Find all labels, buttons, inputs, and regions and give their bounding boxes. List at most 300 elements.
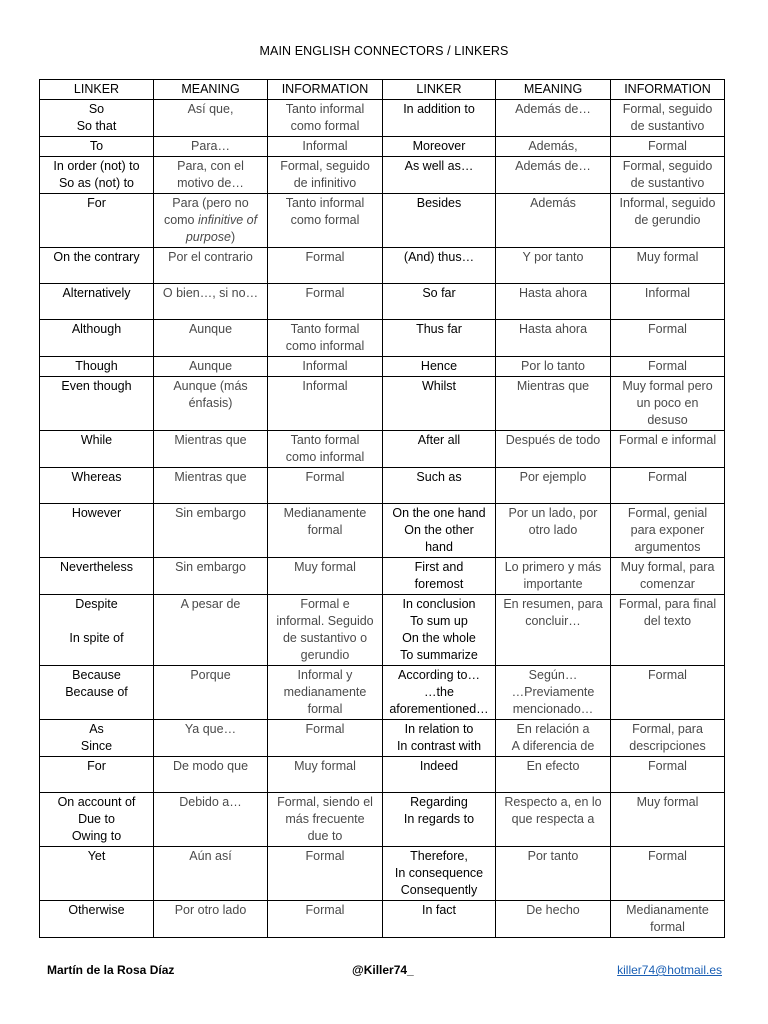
cell-linker xyxy=(40,757,154,793)
cell-line: importante xyxy=(523,577,583,591)
cell-line: Por un lado, por xyxy=(508,506,598,520)
cell-line: informal. Seguido xyxy=(276,614,374,628)
cell-meaning xyxy=(496,720,611,757)
connectors-table xyxy=(39,79,725,938)
cell-line: Aunque xyxy=(188,322,233,336)
cell-line: énfasis) xyxy=(188,396,233,410)
cell-line: Formal xyxy=(648,322,687,336)
cell-line: de sustantivo xyxy=(630,176,705,190)
header-meaning: MEANING xyxy=(154,80,268,100)
cell-line: While xyxy=(80,433,113,447)
cell-meaning xyxy=(154,595,268,666)
cell-line: otro lado xyxy=(528,523,578,537)
table-row xyxy=(40,377,725,431)
cell-information xyxy=(268,377,383,431)
cell-line: Informal xyxy=(302,139,348,153)
cell-line: Such as xyxy=(416,470,462,484)
table-row xyxy=(40,100,725,137)
cell-line: Aunque xyxy=(188,359,233,373)
cell-meaning xyxy=(154,504,268,558)
cell-information xyxy=(611,137,725,157)
cell-line: Whilst xyxy=(421,379,457,393)
cell-meaning xyxy=(496,847,611,901)
cell-linker xyxy=(40,157,154,194)
table-row xyxy=(40,320,725,357)
cell-information xyxy=(268,431,383,468)
cell-line: However xyxy=(71,506,122,520)
cell-line: Formal xyxy=(305,286,345,300)
cell-line: En resumen, para xyxy=(503,597,603,611)
cell-line: In spite of xyxy=(69,631,124,645)
cell-meaning xyxy=(496,137,611,157)
cell-line: Informal xyxy=(302,359,348,373)
cell-line: As well as… xyxy=(404,159,474,173)
cell-information xyxy=(268,757,383,793)
cell-information xyxy=(268,137,383,157)
cell-line: Alternatively xyxy=(62,286,131,300)
cell-linker xyxy=(40,137,154,157)
table-row xyxy=(40,468,725,504)
cell-line: Otherwise xyxy=(68,903,125,917)
cell-information xyxy=(268,357,383,377)
cell-line: Formal xyxy=(648,470,687,484)
cell-information xyxy=(611,377,725,431)
cell-information xyxy=(611,431,725,468)
cell-line xyxy=(156,229,265,246)
cell-line: Por ejemplo xyxy=(519,470,587,484)
cell-line: Since xyxy=(80,739,113,753)
page-title: MAIN ENGLISH CONNECTORS / LINKERS xyxy=(259,44,509,58)
cell-information xyxy=(268,320,383,357)
cell-meaning xyxy=(496,595,611,666)
cell-line: aforementioned… xyxy=(389,702,489,716)
cell-linker xyxy=(40,793,154,847)
cell-line: mencionado… xyxy=(512,702,594,716)
cell-information xyxy=(611,720,725,757)
cell-meaning xyxy=(154,757,268,793)
header-meaning: MEANING xyxy=(496,80,611,100)
cell-meaning xyxy=(154,284,268,320)
cell-line: Y por tanto xyxy=(522,250,584,264)
cell-linker xyxy=(40,847,154,901)
cell-information xyxy=(611,793,725,847)
cell-linker xyxy=(383,137,496,157)
cell-line: …Previamente xyxy=(511,685,595,699)
cell-information xyxy=(611,100,725,137)
cell-fragment-italic: infinitive of xyxy=(197,213,258,227)
cell-meaning xyxy=(154,357,268,377)
cell-linker xyxy=(383,284,496,320)
cell-line: del texto xyxy=(643,614,692,628)
cell-linker xyxy=(40,357,154,377)
cell-line: Formal, seguido xyxy=(622,102,713,116)
cell-information xyxy=(611,284,725,320)
cell-line: Para, con el xyxy=(177,159,244,173)
cell-information xyxy=(611,558,725,595)
cell-linker xyxy=(383,320,496,357)
footer-author: Martín de la Rosa Díaz xyxy=(47,963,175,977)
cell-line: formal xyxy=(650,920,685,934)
cell-meaning xyxy=(154,431,268,468)
cell-line: Muy formal xyxy=(294,560,356,574)
cell-meaning xyxy=(496,357,611,377)
cell-line: Medianamente xyxy=(283,506,367,520)
cell-line: para exponer xyxy=(630,523,705,537)
cell-line: hand xyxy=(425,540,453,554)
cell-information xyxy=(268,901,383,938)
cell-meaning xyxy=(154,666,268,720)
cell-line: Even though xyxy=(61,379,132,393)
cell-line: Though xyxy=(75,359,118,373)
cell-line: For xyxy=(87,196,106,210)
cell-information xyxy=(268,666,383,720)
cell-meaning xyxy=(154,194,268,248)
cell-line: de sustantivo o xyxy=(282,631,368,645)
cell-information xyxy=(611,901,725,938)
header-information: INFORMATION xyxy=(268,80,383,100)
cell-linker xyxy=(40,720,154,757)
cell-linker xyxy=(40,377,154,431)
cell-information xyxy=(611,847,725,901)
cell-meaning xyxy=(154,248,268,284)
cell-meaning xyxy=(154,901,268,938)
cell-line: Moreover xyxy=(412,139,466,153)
cell-line: Aún así xyxy=(189,849,232,863)
cell-meaning xyxy=(154,137,268,157)
cell-line: Después de todo xyxy=(505,433,601,447)
cell-information xyxy=(268,595,383,666)
footer-handle: @Killer74_ xyxy=(352,963,414,977)
footer-email-link[interactable]: killer74@hotmail.es xyxy=(617,963,722,977)
cell-linker xyxy=(40,901,154,938)
cell-linker xyxy=(383,595,496,666)
cell-line: Tanto informal xyxy=(285,196,365,210)
cell-line: Por el contrario xyxy=(168,250,253,264)
cell-meaning xyxy=(496,757,611,793)
cell-information xyxy=(268,558,383,595)
cell-line: de sustantivo xyxy=(630,119,705,133)
cell-linker xyxy=(383,468,496,504)
cell-line: Formal xyxy=(648,359,687,373)
cell-line: Formal, siendo el xyxy=(277,795,373,809)
cell-line: On the one hand xyxy=(392,506,486,520)
cell-line: Formal xyxy=(305,903,345,917)
cell-line: medianamente xyxy=(283,685,367,699)
cell-line: So far xyxy=(422,286,456,300)
cell-line: Indeed xyxy=(419,759,459,773)
cell-meaning xyxy=(154,320,268,357)
cell-information xyxy=(611,595,725,666)
cell-line: According to… xyxy=(398,668,480,682)
cell-meaning xyxy=(154,847,268,901)
cell-linker xyxy=(383,793,496,847)
cell-line: So xyxy=(88,102,105,116)
cell-line: como formal xyxy=(290,213,360,227)
cell-meaning xyxy=(496,194,611,248)
cell-line: Por tanto xyxy=(527,849,579,863)
cell-meaning xyxy=(496,431,611,468)
cell-line: Regarding xyxy=(410,795,468,809)
table-row xyxy=(40,757,725,793)
cell-line: Mientras que xyxy=(174,433,247,447)
cell-line: (And) thus… xyxy=(403,250,475,264)
cell-line: Informal, seguido xyxy=(619,196,716,210)
cell-line xyxy=(156,212,265,229)
cell-information xyxy=(268,847,383,901)
cell-line: Ya que… xyxy=(184,722,237,736)
cell-line: En relación a xyxy=(516,722,590,736)
cell-meaning xyxy=(154,720,268,757)
cell-meaning xyxy=(496,666,611,720)
cell-meaning xyxy=(154,468,268,504)
cell-line: Porque xyxy=(190,668,231,682)
cell-linker xyxy=(383,357,496,377)
table-row xyxy=(40,720,725,757)
cell-line: Formal, para final xyxy=(618,597,717,611)
cell-line: Sin embargo xyxy=(175,506,246,520)
cell-line: In fact xyxy=(421,903,457,917)
cell-line: Tanto formal xyxy=(290,322,360,336)
cell-line: Formal xyxy=(305,470,345,484)
cell-line: como informal xyxy=(285,339,365,353)
cell-line: formal xyxy=(307,523,343,537)
cell-line: Sin embargo xyxy=(175,560,246,574)
cell-linker xyxy=(383,157,496,194)
cell-line: De modo que xyxy=(172,759,249,773)
cell-line: In contrast with xyxy=(396,739,482,753)
cell-meaning xyxy=(496,468,611,504)
cell-meaning xyxy=(154,100,268,137)
cell-linker xyxy=(383,248,496,284)
cell-line: Formal xyxy=(305,722,345,736)
cell-line: Muy formal pero xyxy=(622,379,713,393)
cell-linker xyxy=(383,194,496,248)
cell-line: Además xyxy=(530,196,576,210)
table-row xyxy=(40,504,725,558)
cell-line: concluir… xyxy=(525,614,581,628)
cell-line: Whereas xyxy=(71,470,122,484)
cell-line: On account of xyxy=(57,795,136,809)
table-row xyxy=(40,793,725,847)
cell-linker xyxy=(383,558,496,595)
cell-line: más frecuente xyxy=(285,812,365,826)
cell-information xyxy=(611,157,725,194)
cell-line: foremost xyxy=(414,577,464,591)
cell-line: Formal, para xyxy=(632,722,703,736)
cell-linker xyxy=(40,320,154,357)
cell-meaning xyxy=(496,248,611,284)
cell-line: Por lo tanto xyxy=(521,359,585,373)
cell-information xyxy=(268,793,383,847)
cell-line: In addition to xyxy=(403,102,475,116)
table-row xyxy=(40,194,725,248)
cell-linker xyxy=(40,100,154,137)
cell-line: Although xyxy=(71,322,122,336)
cell-line: Mientras que xyxy=(174,470,247,484)
cell-line: Además de… xyxy=(515,159,591,173)
cell-linker xyxy=(40,194,154,248)
cell-line: Por otro lado xyxy=(174,903,247,917)
cell-line: Formal xyxy=(648,139,687,153)
cell-information xyxy=(268,157,383,194)
cell-fragment-italic: purpose xyxy=(185,230,231,244)
cell-gap xyxy=(42,613,151,630)
cell-line: Hasta ahora xyxy=(518,286,588,300)
cell-line: Tanto formal xyxy=(290,433,360,447)
cell-line: Owing to xyxy=(71,829,122,843)
cell-meaning xyxy=(496,901,611,938)
cell-line: Así que, xyxy=(187,102,234,116)
cell-meaning xyxy=(154,157,268,194)
cell-meaning xyxy=(496,558,611,595)
cell-line: Consequently xyxy=(400,883,478,897)
cell-line: A diferencia de xyxy=(511,739,595,753)
cell-linker xyxy=(40,558,154,595)
cell-line: Informal y xyxy=(297,668,353,682)
cell-information xyxy=(611,757,725,793)
cell-line: De hecho xyxy=(526,903,580,917)
table-row xyxy=(40,901,725,938)
cell-line: que respecta a xyxy=(511,812,595,826)
cell-linker xyxy=(383,720,496,757)
cell-line: First and xyxy=(414,560,464,574)
cell-line: Según… xyxy=(528,668,578,682)
cell-line: Tanto informal xyxy=(285,102,365,116)
cell-line: …the xyxy=(424,685,454,699)
cell-line: Formal xyxy=(305,849,345,863)
cell-line: In consequence xyxy=(394,866,484,880)
cell-line: Thus far xyxy=(416,322,462,336)
cell-line: Nevertheless xyxy=(60,560,133,574)
cell-information xyxy=(611,248,725,284)
cell-line: descripciones xyxy=(629,739,706,753)
cell-line: Muy formal xyxy=(636,250,699,264)
cell-linker xyxy=(40,468,154,504)
cell-line: Because of xyxy=(65,685,128,699)
cell-linker xyxy=(383,504,496,558)
header-linker: LINKER xyxy=(40,80,154,100)
cell-meaning xyxy=(154,558,268,595)
table-row xyxy=(40,357,725,377)
cell-line: To summarize xyxy=(400,648,478,662)
cell-line: Therefore, xyxy=(410,849,468,863)
cell-line: On the contrary xyxy=(53,250,140,264)
table-row xyxy=(40,666,725,720)
cell-line: gerundio xyxy=(300,648,350,662)
cell-meaning xyxy=(496,100,611,137)
cell-line: In order (not) to xyxy=(53,159,140,173)
cell-line: Formal, seguido xyxy=(280,159,370,173)
cell-information xyxy=(268,248,383,284)
cell-line: como informal xyxy=(285,450,365,464)
cell-linker xyxy=(383,757,496,793)
cell-meaning xyxy=(496,793,611,847)
cell-information xyxy=(611,320,725,357)
cell-linker xyxy=(383,377,496,431)
table-row xyxy=(40,847,725,901)
cell-line: formal xyxy=(307,702,343,716)
table-row xyxy=(40,137,725,157)
cell-meaning xyxy=(154,377,268,431)
cell-information xyxy=(611,666,725,720)
cell-line: comenzar xyxy=(640,577,695,591)
cell-line: In relation to xyxy=(404,722,474,736)
table-row xyxy=(40,431,725,468)
cell-line: Formal, genial xyxy=(627,506,708,520)
cell-line: Formal xyxy=(648,849,687,863)
cell-line: Formal xyxy=(648,759,687,773)
cell-line: como formal xyxy=(290,119,360,133)
table-row xyxy=(40,284,725,320)
cell-line: Lo primero y más xyxy=(504,560,602,574)
cell-line: de gerundio xyxy=(634,213,701,227)
cell-line: Hence xyxy=(420,359,458,373)
cell-line: Besides xyxy=(416,196,462,210)
cell-line: Muy formal xyxy=(294,759,356,773)
cell-line: Yet xyxy=(87,849,106,863)
cell-line: In regards to xyxy=(403,812,475,826)
cell-line: O bien…, si no… xyxy=(162,286,259,300)
cell-line: due to xyxy=(307,829,343,843)
cell-line: desuso xyxy=(647,413,688,427)
cell-line: Informal xyxy=(644,286,691,300)
cell-linker xyxy=(40,595,154,666)
cell-line: Respecto a, en lo xyxy=(504,795,602,809)
table-row xyxy=(40,248,725,284)
cell-information xyxy=(268,284,383,320)
table-row xyxy=(40,558,725,595)
cell-linker xyxy=(383,431,496,468)
cell-information xyxy=(268,720,383,757)
cell-line: Because xyxy=(72,668,121,682)
cell-line: To sum up xyxy=(410,614,468,628)
cell-line: As xyxy=(89,722,104,736)
cell-line: On the other xyxy=(404,523,474,537)
cell-meaning xyxy=(496,504,611,558)
cell-linker xyxy=(383,901,496,938)
cell-information xyxy=(611,468,725,504)
cell-fragment: ) xyxy=(231,230,236,244)
cell-information xyxy=(268,100,383,137)
cell-line: Formal e informal xyxy=(618,433,717,447)
cell-line: Formal e xyxy=(300,597,350,611)
cell-meaning xyxy=(496,377,611,431)
cell-line: For xyxy=(87,759,106,773)
cell-linker xyxy=(383,100,496,137)
cell-line: un poco en xyxy=(636,396,699,410)
cell-line: Debido a… xyxy=(179,795,242,809)
cell-line: A pesar de xyxy=(180,597,241,611)
cell-linker xyxy=(383,666,496,720)
table-row xyxy=(40,157,725,194)
cell-line: argumentos xyxy=(634,540,701,554)
cell-line: de infinitivo xyxy=(293,176,357,190)
table-header-row xyxy=(40,80,725,100)
cell-line: Además, xyxy=(528,139,578,153)
cell-linker xyxy=(40,504,154,558)
cell-line: Due to xyxy=(78,812,115,826)
cell-line: In conclusion xyxy=(402,597,476,611)
cell-information xyxy=(611,357,725,377)
cell-meaning xyxy=(154,793,268,847)
header-information: INFORMATION xyxy=(611,80,725,100)
cell-information xyxy=(611,504,725,558)
cell-linker xyxy=(40,431,154,468)
cell-line: motivo de… xyxy=(177,176,244,190)
cell-line: To xyxy=(89,139,104,153)
cell-line: Para (pero no xyxy=(172,196,249,210)
cell-line: Hasta ahora xyxy=(518,322,588,336)
